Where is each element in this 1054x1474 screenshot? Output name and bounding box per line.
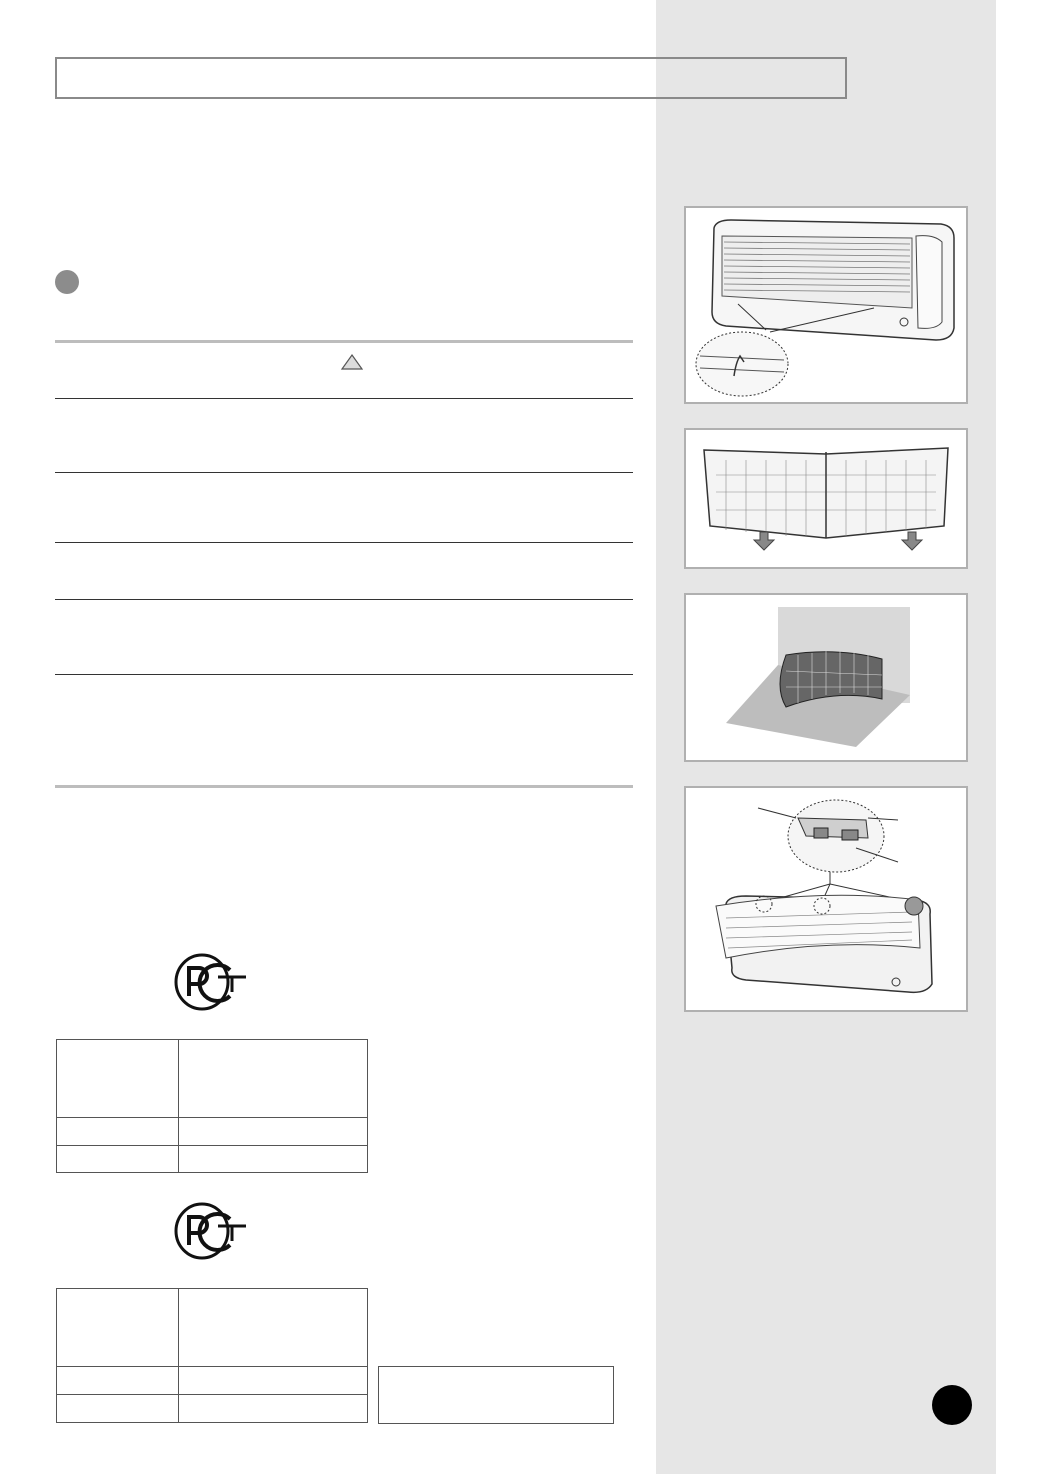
filter-drying-illustration xyxy=(686,595,966,760)
step-divider xyxy=(55,472,633,473)
page-title-box xyxy=(55,57,847,99)
steps-bottom-rule xyxy=(55,785,633,788)
table-row xyxy=(57,1040,368,1118)
table-row xyxy=(57,1289,368,1367)
certification-table xyxy=(56,1288,368,1423)
triangle-warning-icon xyxy=(341,353,363,371)
step-divider xyxy=(55,398,633,399)
table-cell xyxy=(57,1118,179,1146)
table-cell xyxy=(179,1118,368,1146)
section-bullet-icon xyxy=(55,270,79,294)
table-cell xyxy=(179,1395,368,1423)
table-row xyxy=(57,1367,368,1395)
table-cell xyxy=(57,1395,179,1423)
table-cell xyxy=(179,1289,368,1367)
table-row xyxy=(57,1146,368,1173)
table-cell xyxy=(57,1146,179,1173)
table-cell xyxy=(179,1146,368,1173)
step-divider xyxy=(55,542,633,543)
table-cell xyxy=(179,1367,368,1395)
table-cell xyxy=(57,1040,179,1118)
air-filter-pull-illustration xyxy=(686,430,966,567)
figure-open-front-panel xyxy=(684,206,968,404)
step-divider xyxy=(55,674,633,675)
table-cell xyxy=(179,1040,368,1118)
step-divider xyxy=(55,599,633,600)
table-row xyxy=(57,1118,368,1146)
figure-close-front-panel xyxy=(684,786,968,1012)
panel-latch-illustration xyxy=(686,788,966,1010)
ac-unit-illustration xyxy=(686,208,966,402)
figure-dry-filter xyxy=(684,593,968,762)
certification-table xyxy=(56,1039,368,1173)
figure-remove-filter xyxy=(684,428,968,569)
table-row xyxy=(57,1395,368,1423)
note-box xyxy=(378,1366,614,1424)
table-cell xyxy=(57,1367,179,1395)
steps-top-rule xyxy=(55,340,633,343)
page-number-badge xyxy=(932,1385,972,1425)
pct-certification-logo xyxy=(172,1201,252,1263)
table-cell xyxy=(57,1289,179,1367)
pct-certification-logo xyxy=(172,952,252,1014)
